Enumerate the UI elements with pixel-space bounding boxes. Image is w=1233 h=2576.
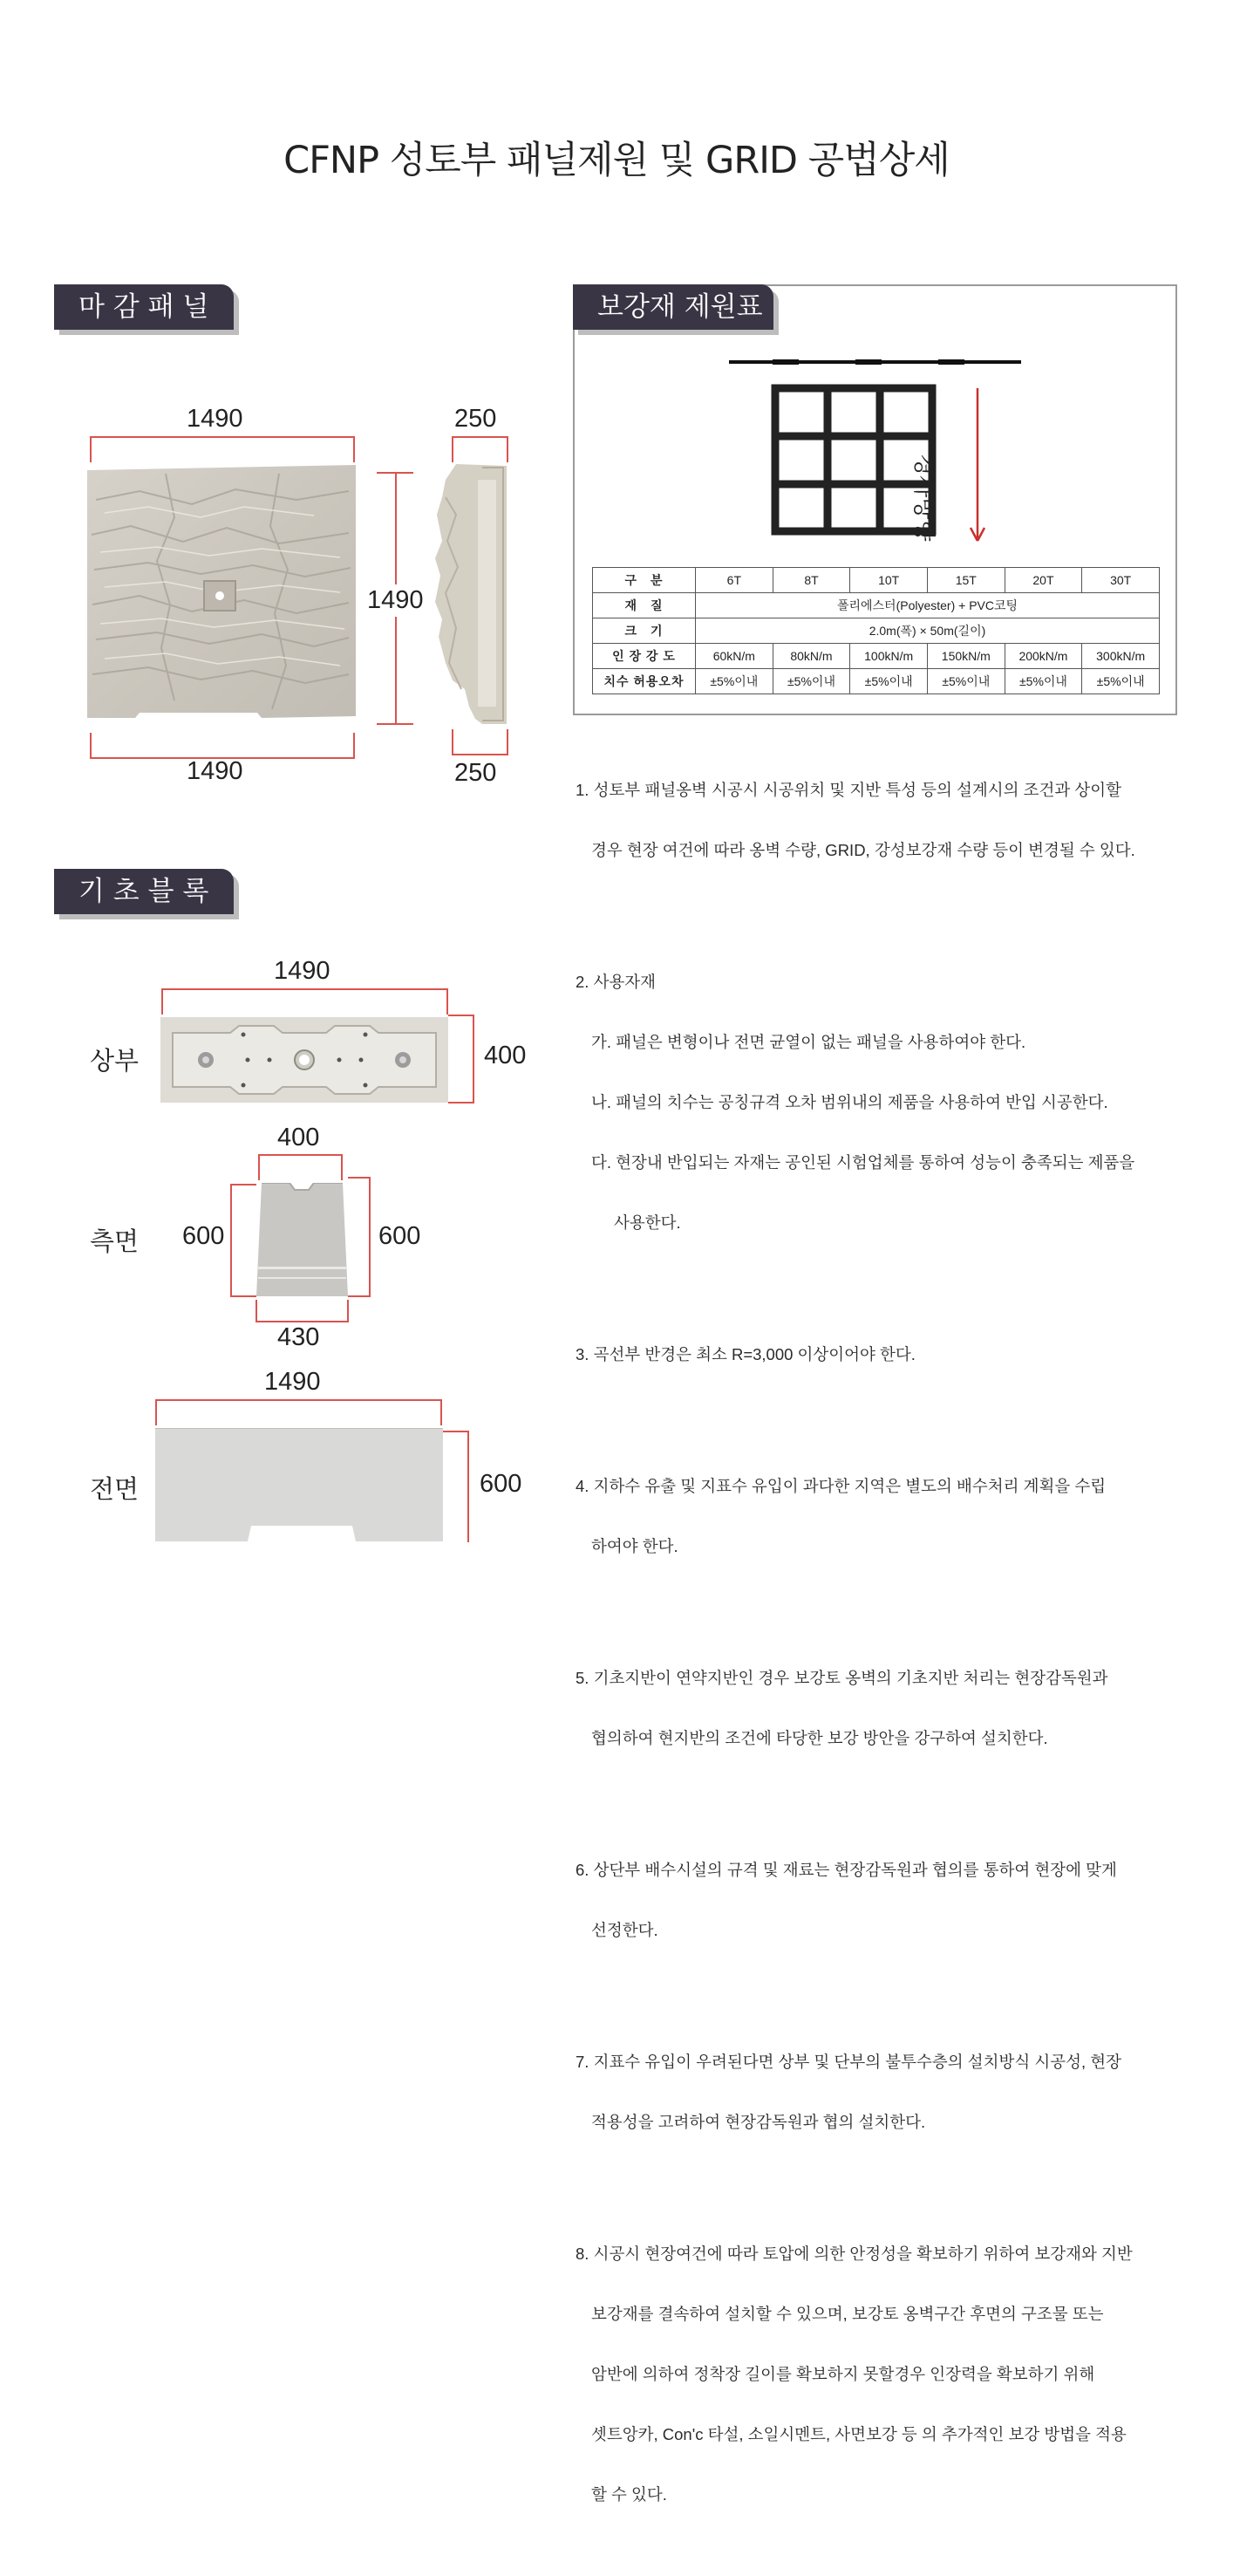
table-cell: 10T <box>850 568 928 593</box>
table-cell: 구 분 <box>593 568 696 593</box>
note-line: 하여야 한다. <box>591 1537 678 1555</box>
note-line: 8. 시공시 현장여건에 따라 토압에 의한 안정성을 확보하기 위하여 보강재와 지반 <box>576 2245 1133 2263</box>
note-line: 3. 곡선부 반경은 최소 R=3,000 이상이어야 한다. <box>576 1345 916 1363</box>
table-cell: 치수 허용오차 <box>593 669 696 694</box>
block-front-width-dim: 1490 <box>264 1368 321 1396</box>
note-line: 6. 상단부 배수시설의 규격 및 재료는 현장감독원과 협의를 통하여 현장에 맞게 <box>576 1861 1117 1879</box>
note-line: 선정한다. <box>591 1921 658 1939</box>
dim-line <box>448 1102 474 1104</box>
note-line: 적용성을 고려하여 현장감독원과 협의 설치한다. <box>591 2113 926 2131</box>
note-item <box>576 1304 1177 1404</box>
note-line: 보강재를 결속하여 설치할 수 있으며, 보강토 옹벽구간 후면의 구조물 또는 <box>591 2305 1104 2323</box>
table-cell: 30T <box>1082 568 1160 593</box>
panel-side-image <box>430 462 512 724</box>
grid-spec-table <box>592 567 1160 694</box>
table-cell: 20T <box>1005 568 1082 593</box>
dim-line <box>377 723 413 725</box>
note-item <box>576 932 1177 1273</box>
note-item <box>576 1628 1177 1788</box>
dim-line <box>440 1399 442 1425</box>
table-cell: 6T <box>696 568 773 593</box>
dim-line <box>369 1177 371 1297</box>
table-cell: 60kN/m <box>696 644 773 669</box>
note-item <box>576 2012 1177 2172</box>
dim-line <box>258 1154 343 1156</box>
dim-line <box>161 988 448 990</box>
note-line: 사용한다. <box>614 1213 681 1232</box>
note-line: 할 수 있다. <box>591 2485 667 2504</box>
dim-line <box>155 1399 442 1401</box>
section-header-foundation: 기 초 블 록 <box>54 869 234 914</box>
dim-line <box>348 1295 371 1297</box>
panel-front-top-dim: 1490 <box>187 405 243 433</box>
dim-line <box>230 1295 256 1297</box>
table-row <box>593 644 1160 669</box>
note-line: 셋트앙카, Con'c 타설, 소일시멘트, 사면보강 등 의 추가적인 보강 방법을 적용 <box>591 2425 1127 2443</box>
block-side-image <box>256 1183 348 1296</box>
dim-line <box>230 1184 232 1297</box>
panel-side-top-dim: 250 <box>454 405 497 433</box>
dim-line <box>230 1184 256 1186</box>
note-line: 나. 패널의 치수는 공칭규격 오차 범위내의 제품을 사용하여 반입 시공한다. <box>591 1093 1108 1111</box>
table-cell: ±5%이내 <box>1082 669 1160 694</box>
block-top-height-dim: 400 <box>484 1042 527 1069</box>
table-cell: 150kN/m <box>927 644 1005 669</box>
table-row <box>593 593 1160 618</box>
note-item <box>576 2204 1177 2545</box>
table-cell: 200kN/m <box>1005 644 1082 669</box>
note-line: 4. 지하수 유출 및 지표수 유입이 과다한 지역은 별도의 배수처리 계획을 수립 <box>576 1477 1107 1495</box>
block-side-top-dim: 400 <box>277 1124 320 1151</box>
table-cell: ±5%이내 <box>850 669 928 694</box>
block-side-label: 측면 <box>90 1227 140 1256</box>
note-line: 가. 패널은 변형이나 전면 균열이 없는 패널을 사용하여야 한다. <box>591 1033 1026 1051</box>
dim-line <box>452 754 508 755</box>
geogrid-image <box>729 353 1025 545</box>
table-cell: 300kN/m <box>1082 644 1160 669</box>
section-header-grid-spec: 보강재 제원표 <box>573 284 773 330</box>
note-item <box>576 740 1177 900</box>
note-item <box>576 1820 1177 1980</box>
block-front-image <box>155 1428 443 1541</box>
panel-front-image <box>87 465 356 721</box>
table-cell: 폴리에스터(Polyester) + PVC코팅 <box>696 593 1160 618</box>
note-line: 5. 기초지반이 연약지반인 경우 보강토 옹벽의 기초지반 처리는 현장감독원과 <box>576 1669 1108 1687</box>
table-row <box>593 618 1160 644</box>
table-row <box>593 669 1160 694</box>
panel-height-dim: 1490 <box>367 584 424 617</box>
table-cell: ±5%이내 <box>1005 669 1082 694</box>
note-line: 1. 성토부 패널옹벽 시공시 시공위치 및 지반 특성 등의 설계시의 조건과 상이할 <box>576 781 1121 799</box>
dim-line <box>473 1015 474 1104</box>
block-side-right-dim: 600 <box>378 1222 421 1250</box>
dim-line <box>452 729 453 755</box>
dim-line <box>348 1177 371 1179</box>
block-top-image <box>160 1017 448 1103</box>
construction-notes <box>576 740 1177 2576</box>
table-cell: 재 질 <box>593 593 696 618</box>
table-cell: 8T <box>773 568 850 593</box>
table-row <box>593 568 1160 593</box>
table-cell: 크 기 <box>593 618 696 644</box>
table-cell: 2.0m(폭) × 50m(길이) <box>696 618 1160 644</box>
dim-line <box>90 733 92 759</box>
dim-line <box>255 1300 257 1322</box>
block-front-label: 전면 <box>90 1474 140 1504</box>
block-side-left-dim: 600 <box>182 1222 225 1250</box>
note-item <box>576 1436 1177 1596</box>
dim-line <box>446 988 448 1015</box>
block-side-bottom-dim: 430 <box>277 1323 320 1351</box>
note-line: 경우 현장 여건에 따라 옹벽 수량, GRID, 강성보강재 수량 등이 변경될 수 있다. <box>591 841 1135 859</box>
table-cell: ±5%이내 <box>773 669 850 694</box>
note-line: 7. 지표수 유입이 우려된다면 상부 및 단부의 불투수층의 설치방식 시공성, 현장 <box>576 2053 1121 2071</box>
dim-line <box>341 1154 343 1180</box>
dim-line <box>507 729 508 755</box>
table-cell: 인 장 강 도 <box>593 644 696 669</box>
block-top-width-dim: 1490 <box>274 957 330 985</box>
section-header-panel: 마 감 패 널 <box>54 284 234 330</box>
block-front-height-dim: 600 <box>480 1470 522 1498</box>
dim-line <box>347 1300 349 1322</box>
dim-line <box>258 1154 260 1180</box>
note-line: 암반에 의하여 정착장 길이를 확보하지 못할경우 인장력을 확보하기 위해 <box>591 2365 1095 2383</box>
dim-line <box>353 733 355 759</box>
table-cell: ±5%이내 <box>927 669 1005 694</box>
dim-line <box>255 1321 349 1322</box>
dim-line <box>161 988 163 1015</box>
table-cell: 100kN/m <box>850 644 928 669</box>
dim-line <box>507 436 508 462</box>
table-cell: 80kN/m <box>773 644 850 669</box>
table-cell: 15T <box>927 568 1005 593</box>
grid-direction-label: 경사방향 <box>910 454 937 542</box>
note-line: 2. 사용자재 <box>576 973 657 991</box>
dim-line <box>448 1015 474 1016</box>
note-line: 협의하여 현지반의 조건에 타당한 보강 방안을 강구하여 설치한다. <box>591 1729 1048 1747</box>
dim-line <box>443 1431 469 1432</box>
dim-line <box>452 436 453 462</box>
dim-line <box>155 1399 157 1425</box>
panel-front-bottom-dim: 1490 <box>187 757 243 785</box>
dim-line <box>452 436 508 438</box>
table-cell: ±5%이내 <box>696 669 773 694</box>
page-title: CFNP 성토부 패널제원 및 GRID 공법상세 <box>283 139 950 182</box>
dim-line <box>353 436 355 462</box>
panel-side-bottom-dim: 250 <box>454 759 497 787</box>
dim-line <box>90 436 92 462</box>
dim-line <box>467 1431 469 1542</box>
note-line: 다. 현장내 반입되는 자재는 공인된 시험업체를 통하여 성능이 충족되는 제품을 <box>591 1153 1135 1172</box>
block-top-label: 상부 <box>90 1046 140 1076</box>
dim-line <box>90 436 355 438</box>
